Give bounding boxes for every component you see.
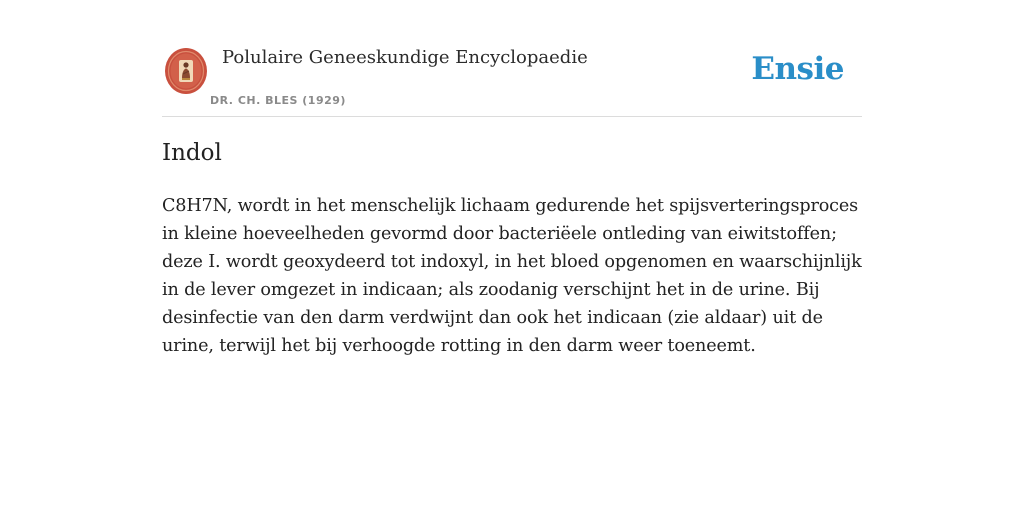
book-cover-icon[interactable]	[164, 47, 208, 95]
site-logo[interactable]: Ensie	[751, 51, 844, 87]
book-title[interactable]: Polulaire Geneeskundige Encyclopaedie	[222, 47, 588, 68]
page-header	[162, 40, 862, 117]
book-author: DR. CH. BLES (1929)	[210, 94, 346, 107]
entry-body: C8H7N, wordt in het menschelijk lichaam gedurende het spijsverteringsproces in kleine hoeveelheden gevormd door bacteriëele ontleding van eiwitstoffen; deze I. wordt geoxydeerd tot indoxyl, in het bloed opgenomen en waarschijnlijk in de lever omgezet in indicaan; als zoodanig verschijnt het in de urine. Bij desinfectie van den darm verdwijnt dan ook het indicaan (zie aldaar) uit de urine, terwijl het bij verhoogde rotting in den darm weer toeneemt.	[162, 196, 862, 356]
entry-title: Indol	[162, 140, 222, 166]
